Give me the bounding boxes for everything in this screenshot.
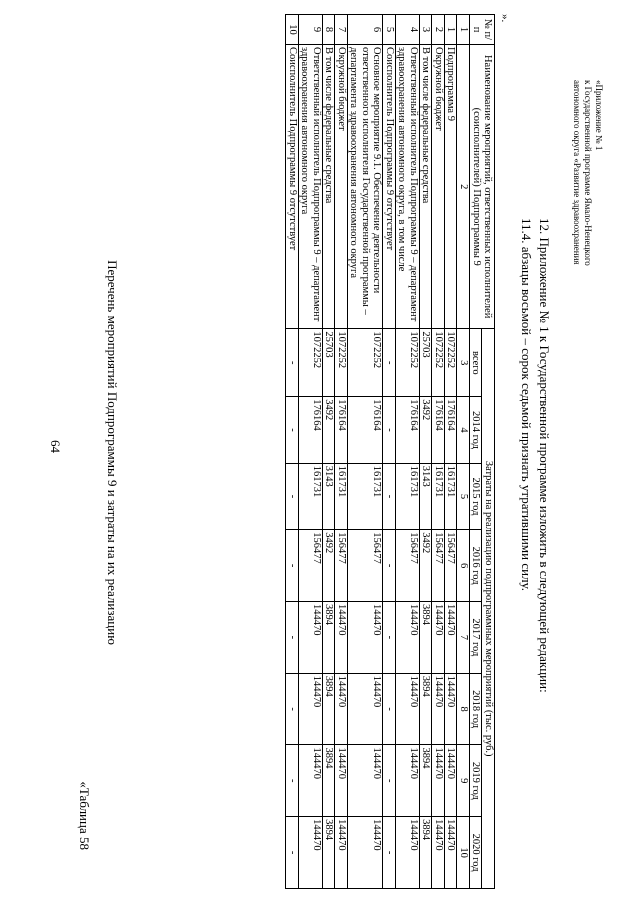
- cost-col-header: 2019 год: [470, 745, 483, 817]
- index-cell: 5: [457, 463, 470, 530]
- row-number: 4: [396, 15, 420, 45]
- table-title: Перечень мероприятий Подпрограммы 9 и затраты на их реализацию: [105, 260, 120, 645]
- cost-col-header: 2018 год: [470, 673, 483, 745]
- cost-value: 144470: [299, 745, 323, 817]
- cost-value: 144470: [335, 673, 348, 745]
- appendix-line: к Государственной программе Ямало-Ненецкого: [583, 80, 593, 266]
- cost-value: 144470: [348, 745, 384, 817]
- cost-value: 3894: [420, 601, 433, 673]
- index-cell: 10: [457, 817, 470, 889]
- row-number: 6: [348, 15, 384, 45]
- cost-value: 176164: [348, 397, 384, 464]
- cost-value: 161731: [445, 463, 458, 530]
- cost-value: 144470: [335, 745, 348, 817]
- cost-value: -: [383, 817, 396, 889]
- row-name: Окружной бюджет: [335, 45, 348, 329]
- cost-value: -: [383, 530, 396, 602]
- cost-value: 144470: [432, 673, 445, 745]
- cost-value: 176164: [445, 397, 458, 464]
- cost-value: -: [286, 530, 299, 602]
- cost-value: 161731: [348, 463, 384, 530]
- row-name: Ответственный исполнитель Подпрограммы 9 – департамент здравоохранения автономного округа: [299, 45, 323, 329]
- row-number: 2: [432, 15, 445, 45]
- cost-value: 1072252: [348, 329, 384, 397]
- header-row: [482, 15, 495, 889]
- table-row: [383, 15, 396, 889]
- cost-col-header: 2015 год: [470, 463, 483, 530]
- cost-value: 144470: [432, 817, 445, 889]
- cost-value: -: [286, 817, 299, 889]
- cost-value: 3894: [420, 673, 433, 745]
- cost-value: 3143: [323, 463, 336, 530]
- index-cell: 6: [457, 530, 470, 602]
- cost-value: 25703: [420, 329, 433, 397]
- cost-value: 144470: [299, 817, 323, 889]
- cost-value: -: [286, 601, 299, 673]
- cost-value: 1072252: [445, 329, 458, 397]
- row-number: 1: [445, 15, 458, 45]
- appendix-header: [571, 80, 604, 266]
- cost-col-header: всего: [470, 329, 483, 397]
- cost-value: 156477: [445, 530, 458, 602]
- cost-value: 144470: [445, 673, 458, 745]
- cost-value: 161731: [396, 463, 420, 530]
- cost-value: 176164: [432, 397, 445, 464]
- cost-value: 144470: [348, 601, 384, 673]
- cost-value: 144470: [335, 817, 348, 889]
- table-row: [432, 15, 445, 889]
- cost-value: 156477: [335, 530, 348, 602]
- col-name-header: Наименование мероприятий, ответственных исполнителей (соисполнителей) Подпрограммы 9: [470, 45, 495, 329]
- cost-value: 3894: [323, 601, 336, 673]
- cost-value: 161731: [335, 463, 348, 530]
- cost-value: -: [286, 329, 299, 397]
- cost-value: 176164: [396, 397, 420, 464]
- cost-value: -: [383, 745, 396, 817]
- index-cell: 8: [457, 673, 470, 745]
- row-name: В том числе федеральные средства: [420, 45, 433, 329]
- page-number: 64: [48, 440, 63, 453]
- cost-value: 144470: [396, 745, 420, 817]
- cost-value: 161731: [299, 463, 323, 530]
- index-cell: 1: [457, 15, 470, 45]
- cost-col-header: 2014 год: [470, 397, 483, 464]
- cost-value: 3143: [420, 463, 433, 530]
- cost-value: 156477: [396, 530, 420, 602]
- cost-value: -: [383, 397, 396, 464]
- index-row: [457, 15, 470, 889]
- cost-value: 144470: [299, 673, 323, 745]
- cost-value: 144470: [348, 673, 384, 745]
- cost-value: -: [286, 673, 299, 745]
- close-quote: ».: [499, 14, 511, 23]
- col-num-header: № п/п: [470, 15, 495, 45]
- cost-value: 176164: [299, 397, 323, 464]
- table-label: «Таблица 58: [77, 781, 92, 850]
- table-row: [335, 15, 348, 889]
- row-number: 8: [323, 15, 336, 45]
- cost-value: 144470: [335, 601, 348, 673]
- cost-value: -: [286, 745, 299, 817]
- row-name: Окружной бюджет: [432, 45, 445, 329]
- cost-value: 176164: [335, 397, 348, 464]
- cost-value: -: [286, 463, 299, 530]
- cost-value: 25703: [323, 329, 336, 397]
- table-row: [420, 15, 433, 889]
- cost-col-header: 2017 год: [470, 601, 483, 673]
- cost-value: 3492: [323, 397, 336, 464]
- cost-value: 144470: [445, 817, 458, 889]
- cost-value: 144470: [396, 673, 420, 745]
- row-name: Подпрограмма 9: [445, 45, 458, 329]
- row-number: 9: [299, 15, 323, 45]
- cost-value: 144470: [432, 745, 445, 817]
- index-cell: 2: [457, 45, 470, 329]
- row-name: Соисполнитель Подпрограммы 9 отсутствует: [383, 45, 396, 329]
- table-row: [323, 15, 336, 889]
- cost-value: 1072252: [396, 329, 420, 397]
- cost-value: 144470: [432, 601, 445, 673]
- cost-value: -: [383, 601, 396, 673]
- appendix-line: «Приложение № 1: [594, 80, 604, 151]
- cost-value: 3894: [323, 673, 336, 745]
- index-cell: 3: [457, 329, 470, 397]
- table-row: [286, 15, 299, 889]
- cost-value: 3894: [420, 745, 433, 817]
- cost-value: 1072252: [299, 329, 323, 397]
- row-name: В том числе федеральные средства: [323, 45, 336, 329]
- index-cell: 9: [457, 745, 470, 817]
- cost-value: 144470: [445, 601, 458, 673]
- cost-value: 156477: [348, 530, 384, 602]
- row-number: 7: [335, 15, 348, 45]
- row-number: 3: [420, 15, 433, 45]
- cost-value: 3894: [323, 817, 336, 889]
- cost-value: 144470: [348, 817, 384, 889]
- cost-value: 144470: [299, 601, 323, 673]
- cost-value: 3492: [420, 530, 433, 602]
- costs-group-header: Затраты на реализацию подпрограммных мероприятий (тыс. руб.): [482, 329, 495, 889]
- row-name: Основное мероприятие 9.1. Обеспечение деятельности ответственного исполнителя Государственной программы – департамента здравоохранения автономного округа: [348, 45, 384, 329]
- cost-value: -: [383, 673, 396, 745]
- cost-value: 144470: [396, 601, 420, 673]
- table-row: [445, 15, 458, 889]
- table-row: [396, 15, 420, 889]
- row-number: 10: [286, 15, 299, 45]
- row-name: Соисполнитель Подпрограммы 9 отсутствует: [286, 45, 299, 329]
- cost-value: 1072252: [335, 329, 348, 397]
- table-row: [348, 15, 384, 889]
- cost-value: -: [383, 463, 396, 530]
- cost-value: 144470: [445, 745, 458, 817]
- cost-value: 3894: [323, 745, 336, 817]
- cost-value: 3492: [420, 397, 433, 464]
- cost-value: -: [286, 397, 299, 464]
- cost-value: 144470: [396, 817, 420, 889]
- appendix-line: автономного округа «Развитие здравоохранения: [572, 80, 582, 265]
- cost-value: -: [383, 329, 396, 397]
- cost-value: 1072252: [432, 329, 445, 397]
- table-row: [299, 15, 323, 889]
- row-number: 5: [383, 15, 396, 45]
- cost-col-header: 2016 год: [470, 530, 483, 602]
- row-name: Ответственный исполнитель Подпрограммы 9 – департамент здравоохранения автономного округа, в том числе: [396, 45, 420, 329]
- cost-col-header: 2020 год: [470, 817, 483, 889]
- cost-value: 3894: [420, 817, 433, 889]
- cost-value: 156477: [432, 530, 445, 602]
- paragraph-12: 12. Приложение № 1 к Государственной программе изложить в следующей редакции:: [537, 218, 552, 693]
- index-cell: 4: [457, 397, 470, 464]
- cost-value: 156477: [299, 530, 323, 602]
- paragraph-11-4: 11.4. абзацы восьмой – сорок седьмой признать утратившими силу.: [519, 218, 534, 592]
- measures-table: [286, 14, 496, 889]
- cost-value: 161731: [432, 463, 445, 530]
- index-cell: 7: [457, 601, 470, 673]
- cost-value: 3492: [323, 530, 336, 602]
